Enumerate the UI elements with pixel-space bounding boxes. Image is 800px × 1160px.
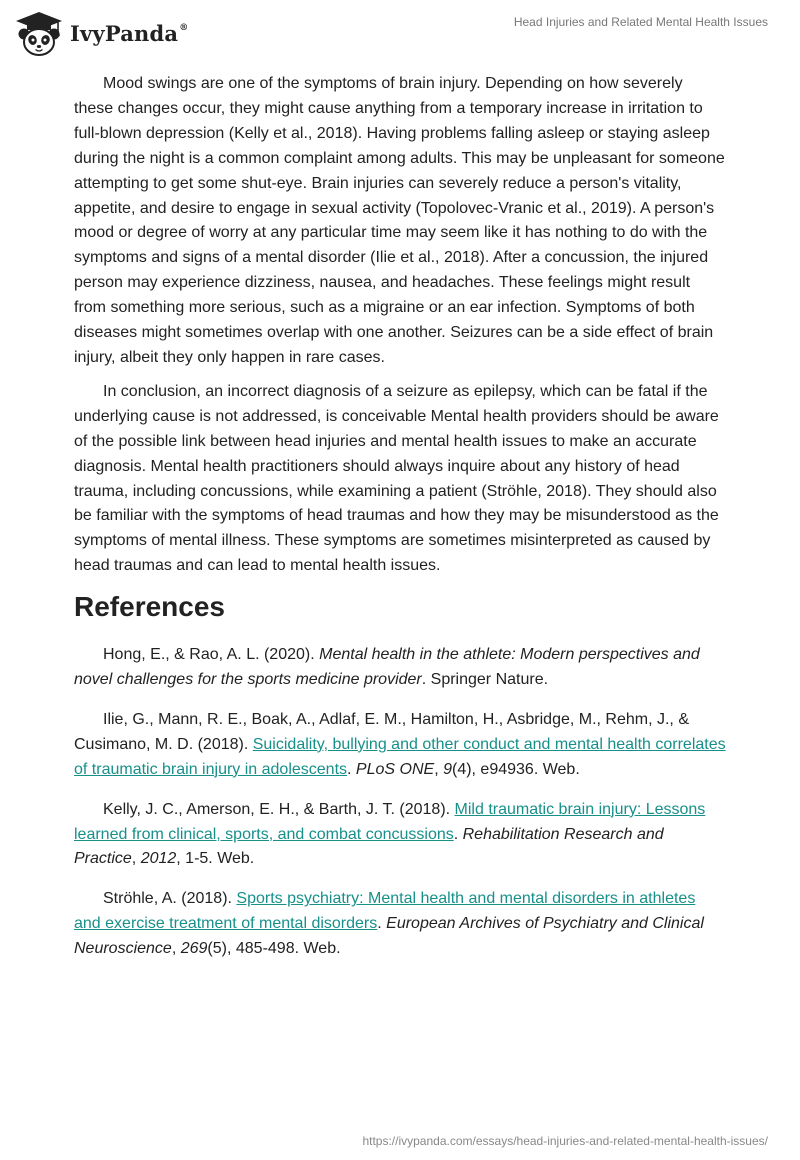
reference-entry: Ströhle, A. (2018). Sports psychiatry: Mental health and mental disorders in athletes and exercise treatment of mental disorders. European Archives of Psychiatry and Clinical Neuroscience, 269(5), 485-498. Web. [74, 890, 704, 958]
reference-entry: Kelly, J. C., Amerson, E. H., & Barth, J. T. (2018). Mild traumatic brain injury: Lessons learned from clinical, sports, and combat concussions. Rehabilitation Research and Practice, 2012, 1-5. Web. [74, 800, 706, 868]
references-heading: References [74, 591, 225, 623]
panda-graduate-icon [14, 10, 64, 56]
reference-entry: Hong, E., & Rao, A. L. (2020). Mental health in the athlete: Modern perspectives and novel challenges for the sports medicine provider. Springer Nature. [74, 646, 700, 689]
brand-name: IvyPanda® [70, 20, 189, 46]
reference-entry: Ilie, G., Mann, R. E., Boak, A., Adlaf, E. M., Hamilton, H., Asbridge, M., Rehm, J., & Cusimano, M. D. (2018). Suicidality, bullying and other conduct and mental health correlates of traumatic brain injury in adolescents. PLoS ONE, 9(4), e94936. Web. [74, 710, 726, 778]
reference-link[interactable]: Mild traumatic brain injury: Lessons learned from clinical, sports, and combat concussions [74, 800, 706, 843]
page-header [0, 0, 800, 70]
document-title: Head Injuries and Related Mental Health Issues [513, 15, 768, 29]
body-paragraph: In conclusion, an incorrect diagnosis of a seizure as epilepsy, which can be fatal if the underlying cause is not addressed, is conceivable Mental health providers should be aware of the possible link between head injuries and mental health issues to make an accurate diagnosis. Mental health practitioners should always inquire about any history of head trauma, including concussions, while examining a patient (Ströhle, 2018). They should also be familiar with the symptoms of head traumas and how they may be misunderstood as the symptoms of mental illness. These symptoms are sometimes misinterpreted as caused by head traumas and can lead to mental health issues. [74, 382, 719, 575]
source-url[interactable]: https://ivypanda.com/essays/head-injuries-and-related-mental-health-issues/ [362, 1134, 768, 1148]
essay-content [74, 72, 726, 977]
brand-logo[interactable] [14, 10, 188, 56]
reference-link[interactable]: Suicidality, bullying and other conduct and mental health correlates of traumatic brain injury in adolescents [74, 735, 726, 778]
reference-link[interactable]: Sports psychiatry: Mental health and mental disorders in athletes and exercise treatment of mental disorders [74, 890, 696, 933]
body-paragraph: Mood swings are one of the symptoms of brain injury. Depending on how severely these changes occur, they might cause anything from a temporary increase in irritation to full-blown depression (Kelly et al., 2018). Having problems falling asleep or staying asleep during the night is a common complaint among adults. This may be unpleasant for someone attempting to get some shut-eye. Brain injuries can severely reduce a person's vitality, appetite, and desire to engage in sexual activity (Topolovec-Vranic et al., 2019). A person's mood or degree of worry at any particular time may seem like it has nothing to do with the symptoms and signs of a mental disorder (Ilie et al., 2018). After a concussion, the injured person may experience dizziness, nausea, and headaches. These feelings might result from something more serious, such as a migraine or an ear infection. Symptoms of both diseases might sometimes overlap with one another. Seizures can be a side effect of brain injury, albeit they only happen in rare cases. [74, 75, 725, 366]
